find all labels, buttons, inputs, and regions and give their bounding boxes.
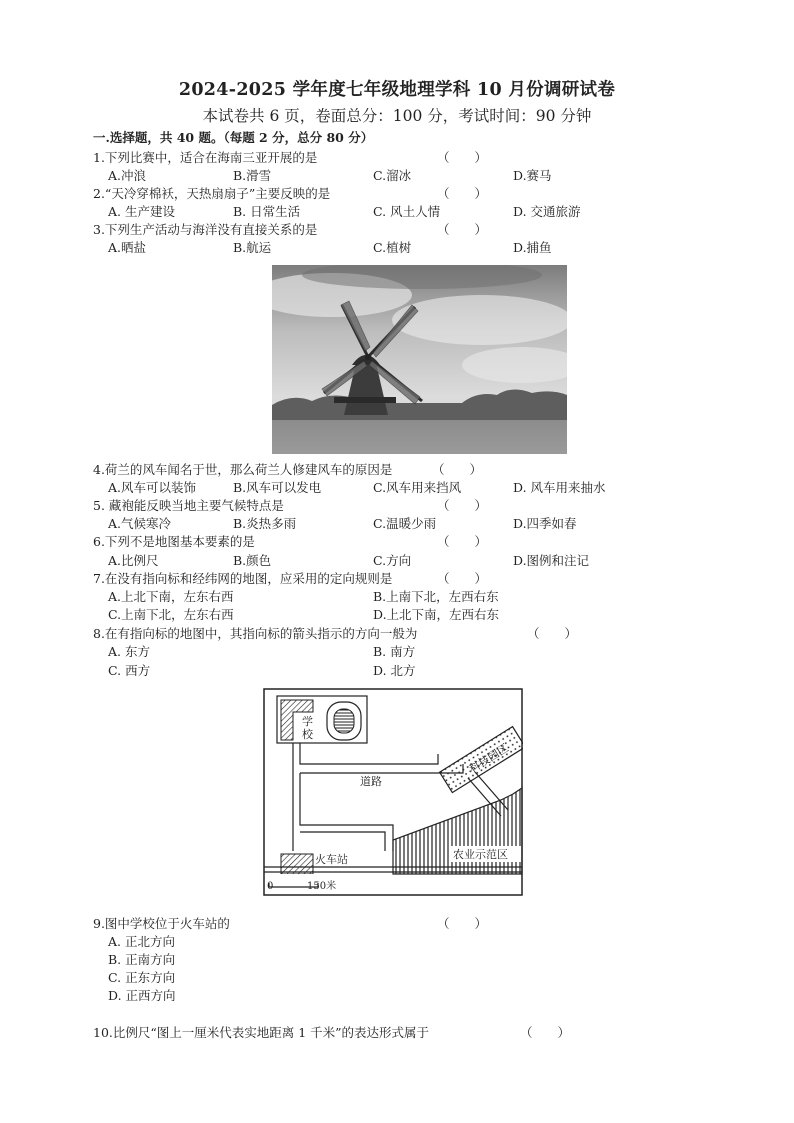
option: A.上北下南，左东右西 [108,589,234,604]
answer-blank: （ ） [437,571,488,586]
question-stem: 4.荷兰的风车闻名于世，那么荷兰人修建风车的原因是 [93,462,393,477]
windmill-photo [272,265,567,454]
question-stem: 5. 藏袍能反映当地主要气候特点是 [93,498,284,513]
station-label: 火车站 [315,853,348,866]
option: D. 北方 [373,663,416,678]
school-map-figure [263,688,523,896]
option: B. 南方 [373,644,416,659]
page-title: 2024-2025 学年度七年级地理学科 10 月份调研试卷 [178,80,616,100]
option: C. 西方 [108,663,151,678]
option: B.颜色 [233,553,272,568]
option: A. 东方 [108,644,150,659]
option: B.滑雪 [233,168,272,183]
option: A.比例尺 [108,553,159,568]
answer-blank: （ ） [527,626,578,641]
scale-value-label: 150米 [307,881,337,892]
option: B.风车可以发电 [233,480,322,495]
option: C.植树 [373,240,412,255]
answer-blank: （ ） [437,534,488,549]
school-label: 学 [302,715,313,728]
agri-label: 农业示范区 [453,848,508,861]
answer-blank: （ ） [437,150,488,165]
option: D. 正西方向 [108,988,176,1003]
question-stem: 10.比例尺“图上一厘米代表实地距离 1 千米”的表达形式属于 [93,1025,430,1040]
windmill-image [272,265,567,454]
option: D.上北下南，左西右东 [373,607,500,622]
exam-info: 本试卷共 6 页，卷面总分：100 分，考试时间：90 分钟 [202,107,592,125]
option: A.气候寒冷 [108,516,172,531]
option: D. 风车用来抽水 [513,480,606,495]
answer-blank: （ ） [437,498,488,513]
option: C.上南下北，左东右西 [108,607,234,622]
option: C.溜冰 [373,168,412,183]
option: A.晒盐 [108,240,147,255]
option: A.冲浪 [108,168,147,183]
option: C.风车用来挡风 [373,480,462,495]
option: C. 风土人情 [373,204,441,219]
question-stem: 1.下列比赛中，适合在海南三亚开展的是 [93,150,318,165]
question-stem: 2.“天冷穿棉袄，天热扇扇子”主要反映的是 [93,186,331,201]
option: C. 正东方向 [108,970,176,985]
option: B. 正南方向 [108,952,176,967]
option: C.温暖少雨 [373,516,437,531]
option: B.炎热多雨 [233,516,297,531]
option: D. 交通旅游 [513,204,581,219]
section-heading: 一.选择题，共 40 题。（每题 2 分，总分 80 分） [93,130,374,145]
road-label: 道路 [360,775,382,788]
train-station [281,854,313,874]
answer-blank: （ ） [432,462,483,477]
option: D.捕鱼 [513,240,552,255]
option: A.风车可以装饰 [108,480,197,495]
answer-blank: （ ） [437,916,488,931]
scale-zero-label: 0 [267,881,274,892]
option: B.上南下北，左西右东 [373,589,499,604]
option: A. 生产建设 [108,204,175,219]
school-map [263,688,523,896]
option: B.航运 [233,240,272,255]
option: A. 正北方向 [108,934,175,949]
question-stem: 9.图中学校位于火车站的 [93,916,230,931]
option: D.图例和注记 [513,553,590,568]
answer-blank: （ ） [437,186,488,201]
option: B. 日常生活 [233,204,301,219]
answer-blank: （ ） [520,1025,571,1040]
option: D.赛马 [513,168,552,183]
question-stem: 3.下列生产活动与海洋没有直接关系的是 [93,222,318,237]
tech-label: 科技园区 [466,741,511,776]
answer-blank: （ ） [437,222,488,237]
option: C.方向 [373,553,412,568]
svg-text:校: 校 [302,728,313,741]
question-stem: 7.在没有指向标和经纬网的地图，应采用的定向规则是 [93,571,393,586]
question-stem: 8.在有指向标的地图中，其指向标的箭头指示的方向一般为 [93,626,418,641]
question-stem: 6.下列不是地图基本要素的是 [93,534,255,549]
option: D.四季如春 [513,516,577,531]
